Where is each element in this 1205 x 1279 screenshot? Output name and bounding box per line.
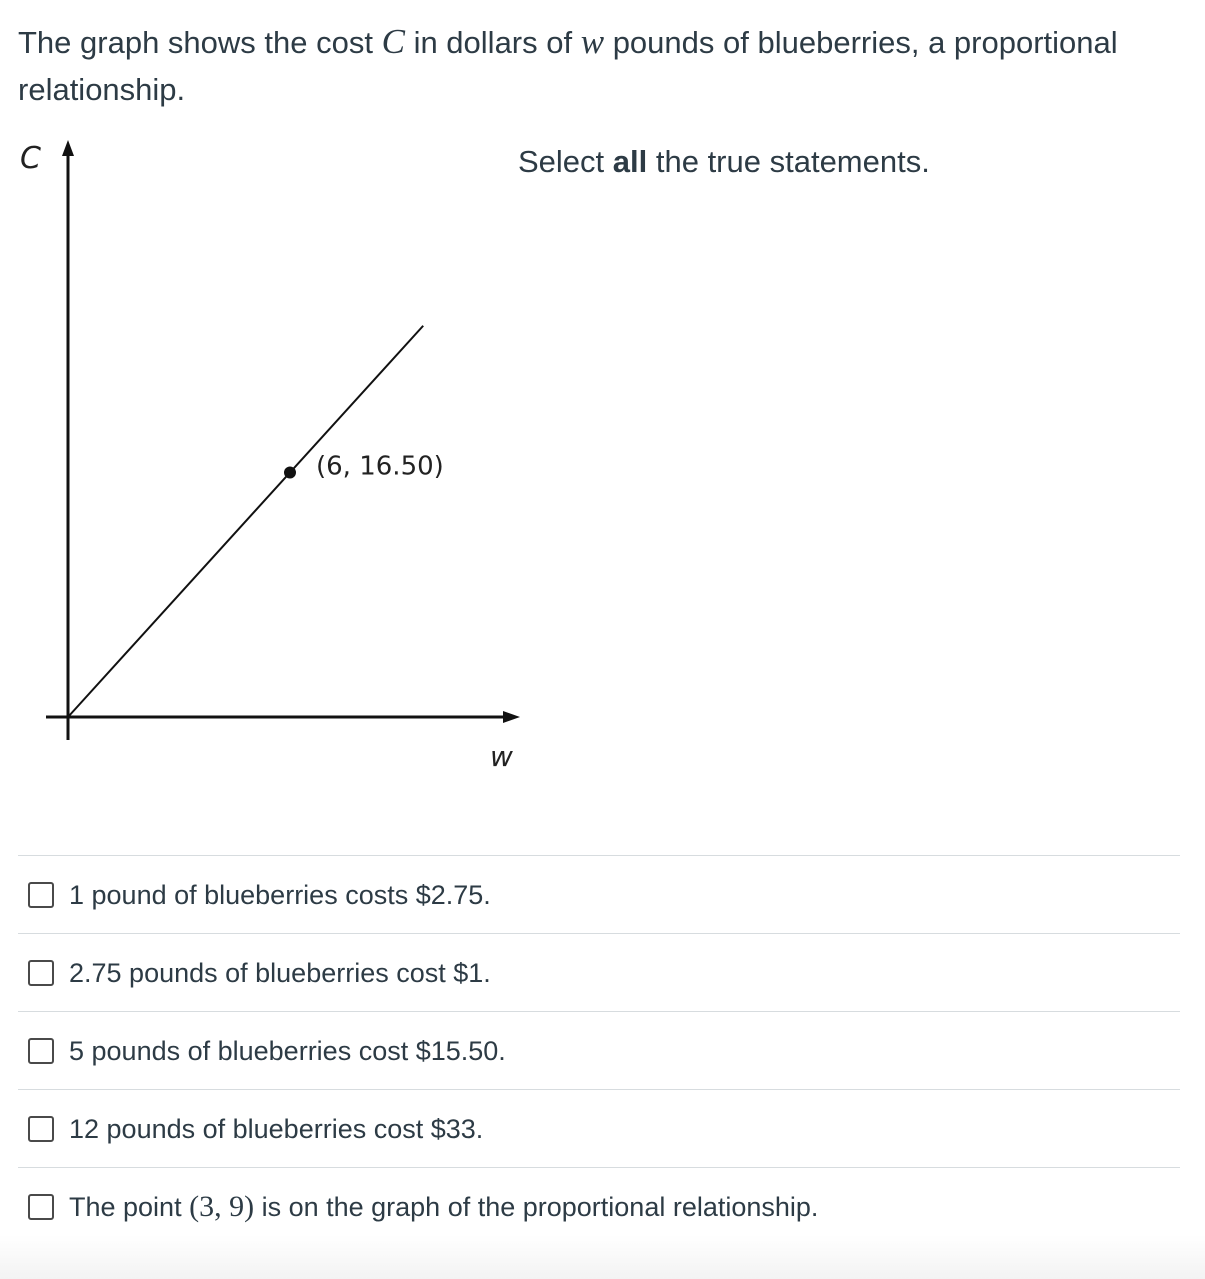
cost-graph <box>0 120 540 773</box>
option-4-label: 12 pounds of blueberries cost $33. <box>69 1113 484 1144</box>
option-3-checkbox[interactable] <box>28 1038 54 1064</box>
option-5-text-after: is on the graph of the proportional relationship. <box>254 1192 819 1222</box>
x-axis-label: w <box>490 740 513 773</box>
option-1[interactable] <box>18 855 1180 933</box>
option-5-checkbox[interactable] <box>28 1194 54 1220</box>
option-4[interactable] <box>18 1089 1180 1167</box>
option-4-checkbox[interactable] <box>28 1116 54 1142</box>
y-axis-label: C <box>20 141 41 176</box>
prompt-text-3: pounds of blueberries, a proportional relationship. <box>18 25 1118 107</box>
question-prompt <box>18 18 1188 113</box>
prompt-text-2: in dollars of <box>404 25 581 60</box>
option-2[interactable] <box>18 933 1180 1011</box>
option-1-label: 1 pound of blueberries costs $2.75. <box>69 879 491 910</box>
instruction-emphasis: all <box>612 144 648 179</box>
x-axis-arrow <box>503 711 520 723</box>
y-axis-arrow <box>62 140 74 156</box>
option-3-label: 5 pounds of blueberries cost $15.50. <box>69 1035 506 1066</box>
option-3[interactable] <box>18 1011 1180 1089</box>
data-point <box>284 466 296 478</box>
proportional-line <box>68 326 423 717</box>
option-2-label: 2.75 pounds of blueberries cost $1. <box>69 957 491 988</box>
answer-options <box>18 855 1180 1246</box>
instruction-text <box>518 142 930 182</box>
data-point-label: (6, 16.50) <box>316 451 444 482</box>
weight-variable: w <box>580 22 605 61</box>
option-5-text-before: The point <box>69 1192 190 1222</box>
option-1-checkbox[interactable] <box>28 882 54 908</box>
option-5-label <box>69 1190 818 1224</box>
option-5-math-point: (3, 9) <box>189 1190 255 1223</box>
prompt-text-1: The graph shows the cost <box>18 25 382 60</box>
option-5[interactable] <box>18 1167 1180 1246</box>
instruction-after: the true statements. <box>647 144 930 179</box>
cost-variable: C <box>381 22 405 61</box>
instruction-before: Select <box>518 144 613 179</box>
option-2-checkbox[interactable] <box>28 960 54 986</box>
